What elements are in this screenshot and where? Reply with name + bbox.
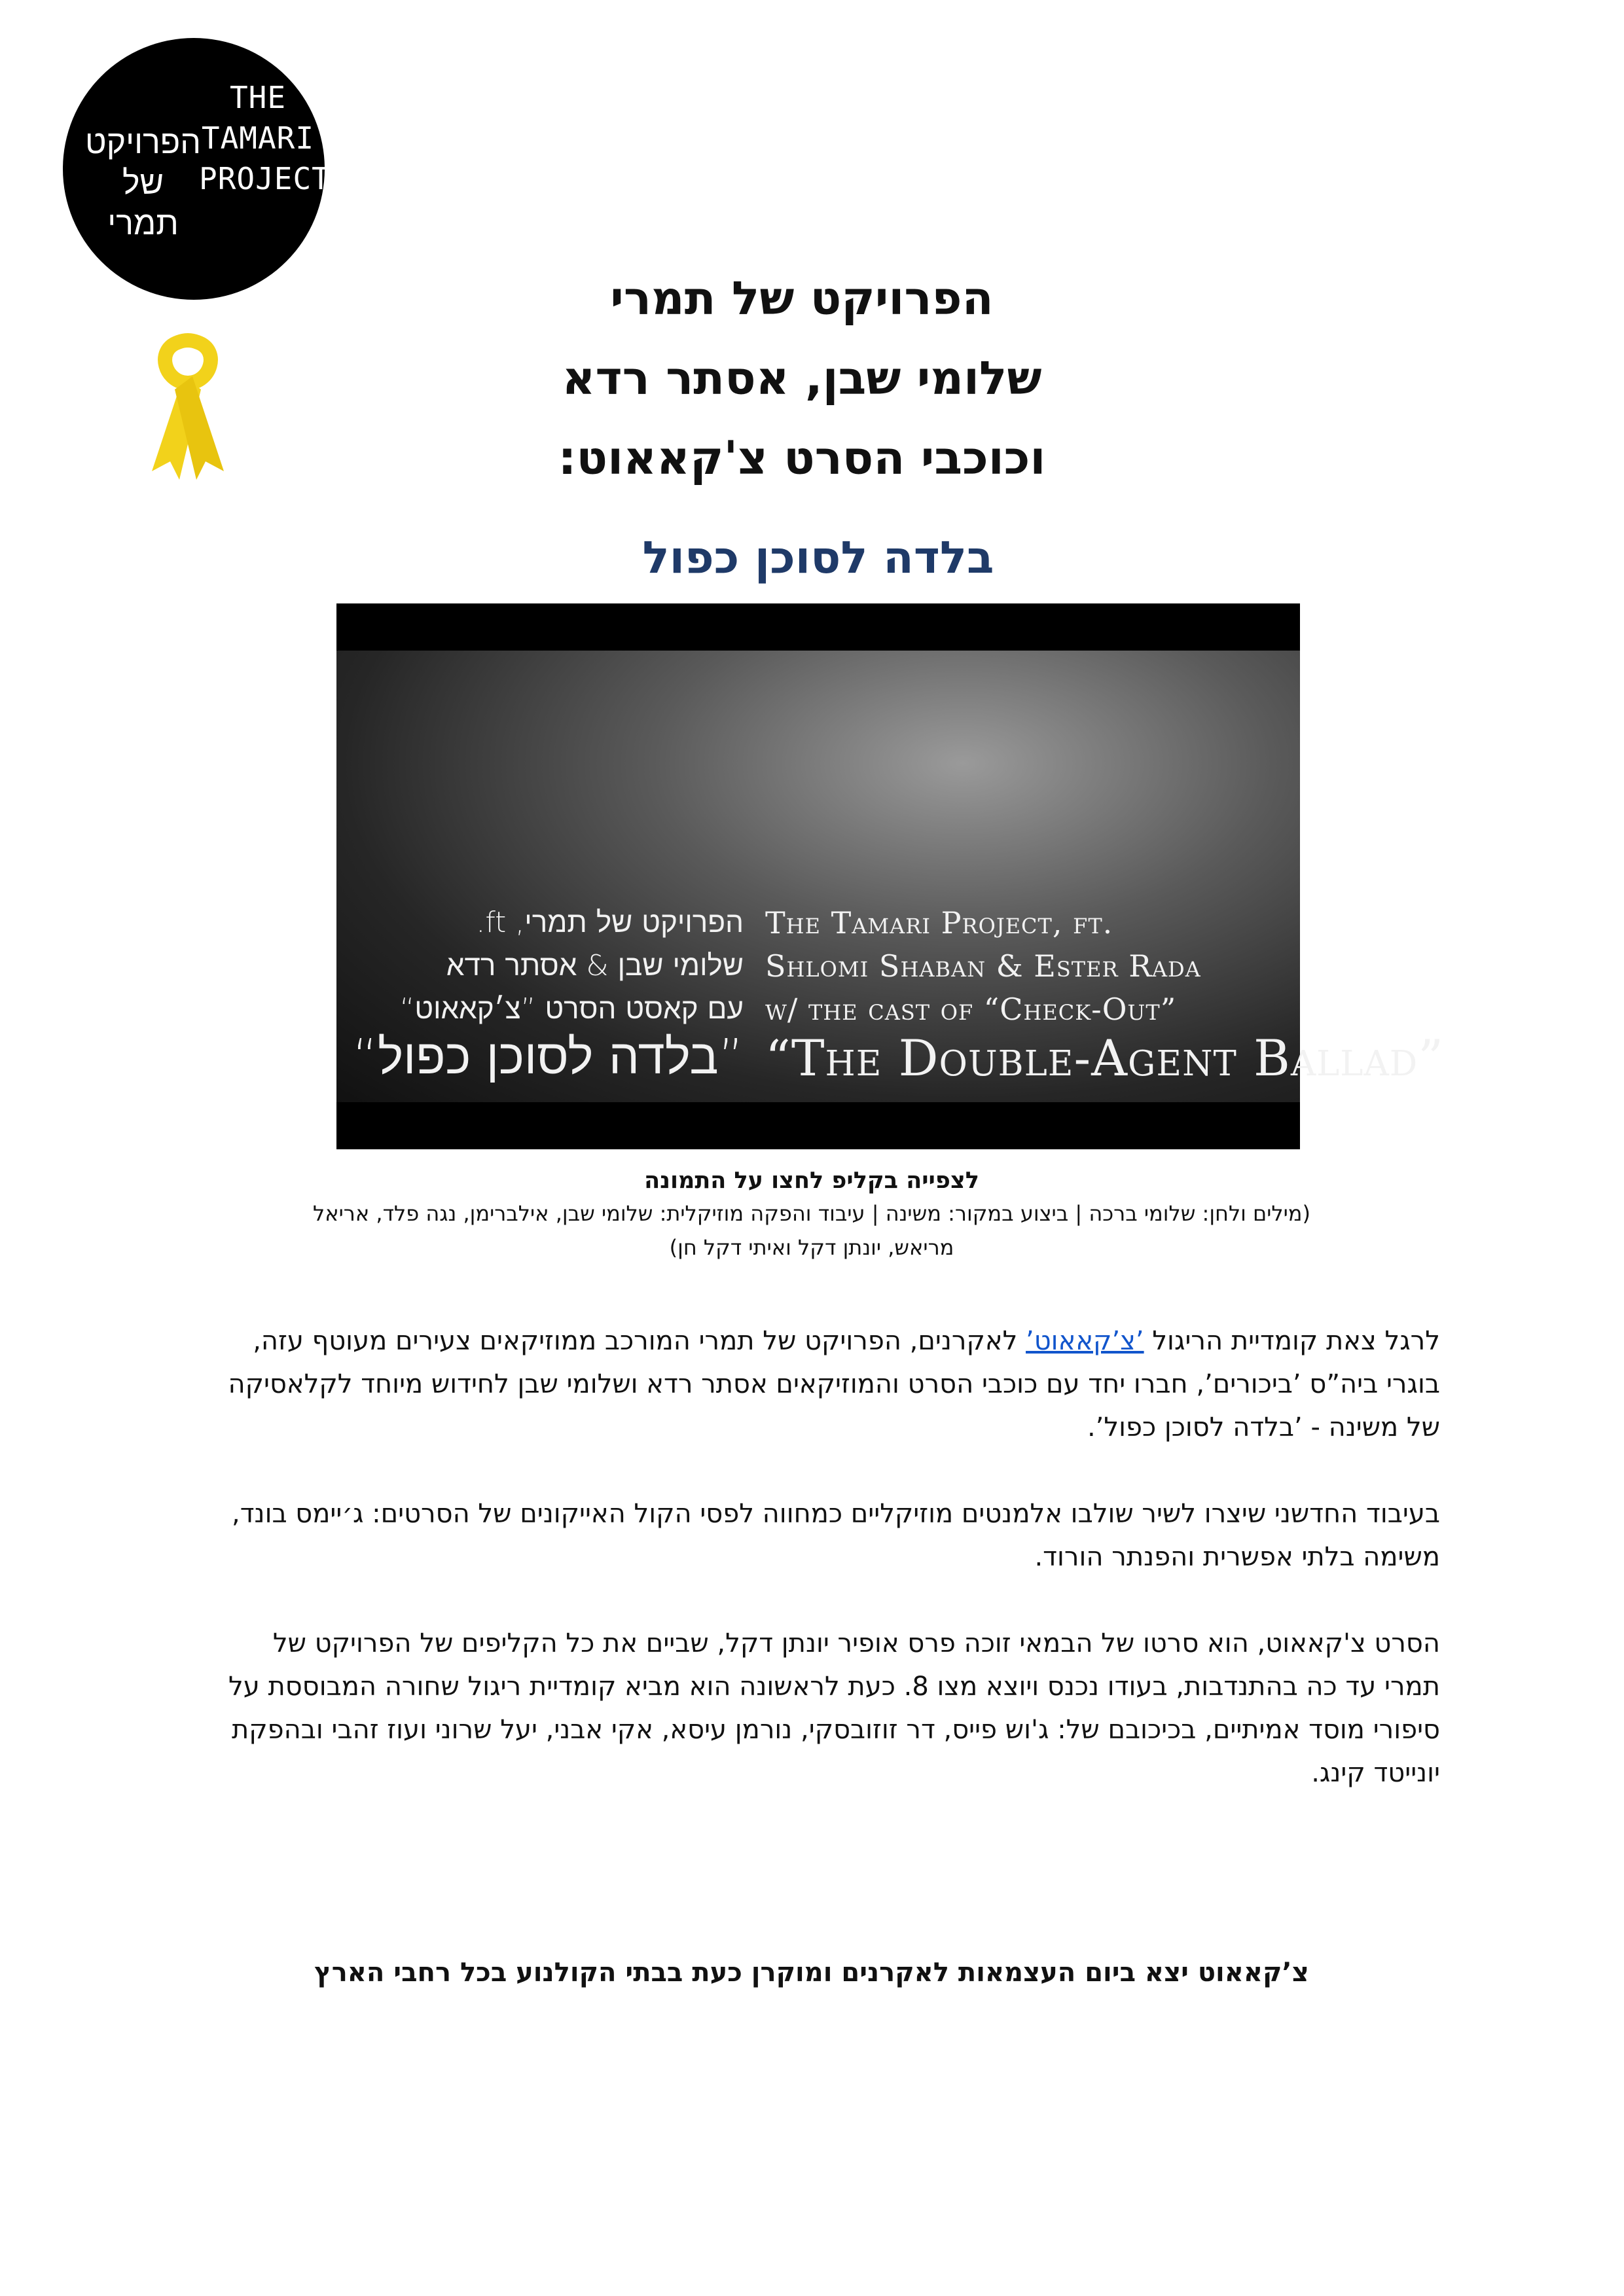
video-credits-hebrew (400, 901, 744, 1031)
video-thumbnail[interactable] (336, 603, 1445, 1149)
yellow-ribbon-icon (139, 337, 237, 484)
logo-en-line: TAMARI (201, 120, 315, 156)
logo-en-line: THE (229, 80, 287, 115)
checkout-movie-link[interactable]: ’צ’קאאוט’ (1026, 1326, 1144, 1356)
video-he-line: עם קאסט הסרט ”צ׳קאאוט“ (399, 992, 744, 1026)
video-he-line: שלומי שבן & אסתר רדא (446, 949, 744, 982)
logo-en-line: PROJECT (199, 161, 331, 196)
video-en-line: The Tamari Project, ft. (765, 905, 1113, 941)
paragraph-1 (209, 1319, 1440, 1449)
paragraph-3: הסרט צ'קאאוט, הוא סרטו של הבמאי זוכה פרס אופיר יונתן דקל, שביים את כל הקליפים של הפרויקט של תמרי עד כה בהתנדבות, בעודו נכנס ויוצא מצו 8. כעת לראשונה הוא מביא קומדיית ריגול שחורה המבוססת על סיפורי מוסד אמיתיים, בכיכובם של: ג'וש פייס, דר זוזובסקי, נורמן עיסא, אקי אבני, יעל שרוני ועוז זהבי ובהפקת יונייטד קינג. (228, 1628, 1440, 1788)
page-title (393, 259, 1211, 498)
title-line: הפרויקט של תמרי (610, 272, 994, 325)
logo-he-line: של (122, 164, 164, 202)
video-he-line: הפרויקט של תמרי, ft. (476, 906, 744, 939)
title-line: שלומי שבן, אסתר רדא (562, 351, 1042, 405)
logo-he-line: תמרי (107, 204, 179, 242)
video-title-hebrew: ”בלדה לסוכן כפול“ (352, 1029, 744, 1085)
article-body (209, 1319, 1440, 1838)
tamari-project-logo (63, 38, 331, 300)
video-caption (196, 1165, 1427, 1265)
logo-he-line: הפרויקט (84, 123, 201, 161)
paragraph-text: לרגל צאת קומדיית הריגול (1144, 1326, 1440, 1356)
title-line: וכוכבי הסרט צ'קאאוט: (558, 431, 1046, 485)
paragraph-text: לאקרנים, הפרויקט של תמרי המורכב ממוזיקאים צעירים מעוטף עזה, בוגרי ביה”ס ’ביכורים’, חברו יחד עם כוכבי הסרט והמוזיקאים אסתר רדא ושלומי שבן לחידוש מיוחד לקלאסיקה של משינה - ’בלדה לסוכן כפול’. (228, 1326, 1440, 1443)
credits-line: (מילים ולחן: שלומי ברכה | ביצוע במקור: משינה | עיבוד והפקה מוזיקלית: שלומי שבן, אילברימן, נגה פלד, אריאל (313, 1201, 1310, 1226)
song-title: בלדה לסוכן כפול (642, 532, 994, 584)
video-credits-english (765, 901, 1201, 1031)
logo-english-text (199, 77, 331, 199)
video-en-line: w/ the cast of “Check-Out” (765, 992, 1177, 1027)
paragraph-2: בעיבוד החדשני שיצרו לשיר שולבו אלמנטים מוזיקליים כמחווה לפסי הקול האייקונים של הסרטים: ג׳יימס בונד, משימה בלתי אפשרית והפנתר הורוד. (232, 1499, 1440, 1572)
logo-hebrew-text (82, 122, 204, 243)
watch-clip-instruction: לצפייה בקליפ לחצו על התמונה (644, 1168, 979, 1194)
video-title-english: “The Double-Agent Ballad” (765, 1029, 1445, 1087)
release-note: צ’קאאוט יצא ביום העצמאות לאקרנים ומוקרן כעת בבתי הקולנוע בכל רחבי הארץ (314, 1958, 1309, 1988)
credits-line: מריאש, יונתן דקל ואיתי דקל חן) (669, 1235, 954, 1260)
video-en-line: Shlomi Shaban & Ester Rada (765, 948, 1201, 984)
